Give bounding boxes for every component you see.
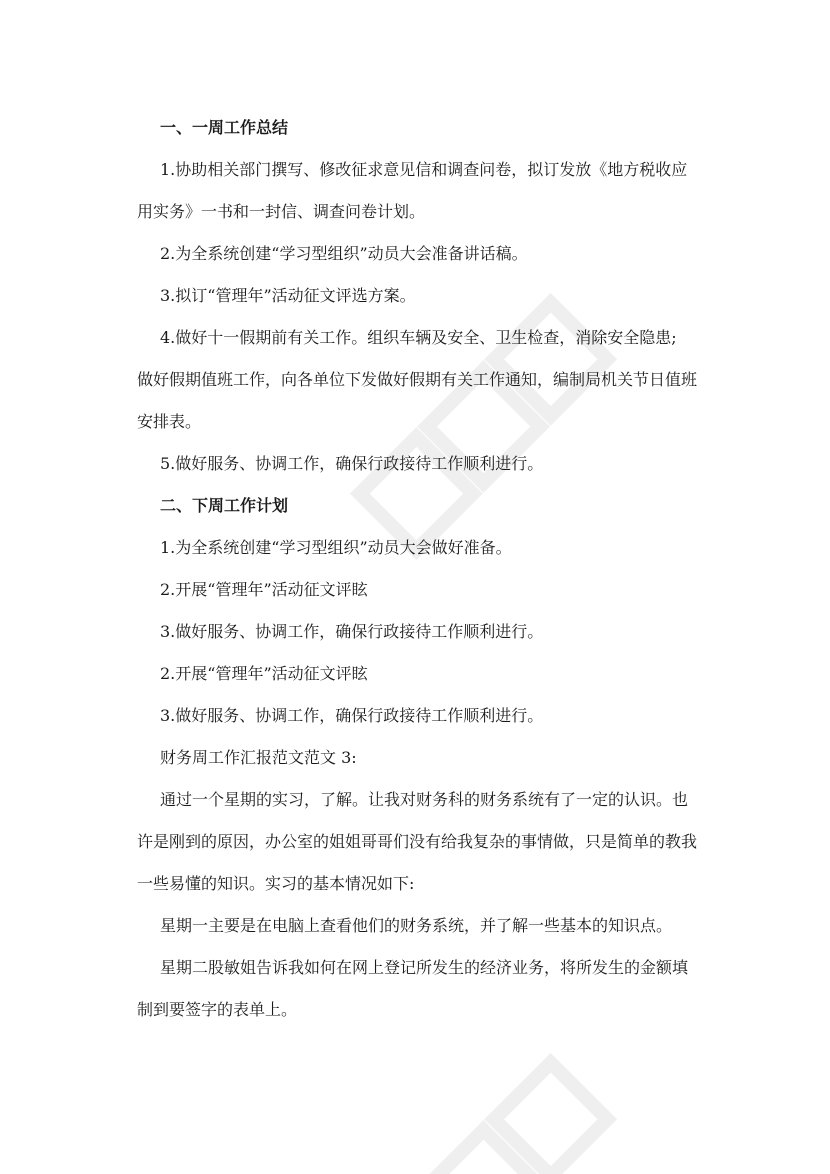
summary-item-5: 5.做好服务、协调工作，确保行政接待工作顺利进行。 bbox=[160, 454, 544, 473]
internship-paragraph-line-3: 一些易懂的知识。实习的基本情况如下: bbox=[137, 874, 415, 893]
tuesday-paragraph-line-2: 制到要签字的表单上。 bbox=[137, 1000, 298, 1019]
summary-item-1-line-1: 1.协助相关部门撰写、修改征求意见信和调查问卷，拟订发放《地方税收应 bbox=[160, 160, 688, 179]
monday-paragraph: 星期一主要是在电脑上查看他们的财务系统，并了解一些基本的知识点。 bbox=[160, 916, 673, 935]
summary-item-1-line-2: 用实务》一书和一封信、调查问卷计划。 bbox=[137, 202, 426, 221]
sample-3-title: 财务周工作汇报范文范文 3: bbox=[160, 748, 357, 767]
summary-item-4-line-2: 做好假期值班工作，向各单位下发做好假期有关工作通知，编制局机关节日值班 bbox=[137, 370, 698, 389]
plan-item-2: 2.开展“管理年”活动征文评眩 bbox=[160, 580, 368, 599]
plan-item-5: 3.做好服务、协调工作，确保行政接待工作顺利进行。 bbox=[160, 706, 544, 725]
internship-paragraph-line-1: 通过一个星期的实习，了解。让我对财务科的财务系统有了一定的认识。也 bbox=[160, 790, 689, 809]
document-body bbox=[137, 107, 720, 1031]
plan-item-3: 3.做好服务、协调工作，确保行政接待工作顺利进行。 bbox=[160, 622, 544, 641]
section-heading-next-week-plan: 二、下周工作计划 bbox=[160, 496, 289, 515]
summary-item-3: 3.拟订“管理年”活动征文评选方案。 bbox=[160, 286, 416, 305]
summary-item-4-line-3: 安排表。 bbox=[137, 412, 202, 431]
summary-item-2: 2.为全系统创建“学习型组织”动员大会准备讲话稿。 bbox=[160, 244, 528, 263]
section-heading-weekly-summary: 一、一周工作总结 bbox=[160, 118, 289, 137]
plan-item-4: 2.开展“管理年”活动征文评眩 bbox=[160, 664, 368, 683]
plan-item-1: 1.为全系统创建“学习型组织”动员大会做好准备。 bbox=[160, 538, 512, 557]
tuesday-paragraph-line-1: 星期二股敏姐告诉我如何在网上登记所发生的经济业务，将所发生的金额填 bbox=[160, 958, 689, 977]
summary-item-4-line-1: 4.做好十一假期前有关工作。组织车辆及安全、卫生检查，消除安全隐患; bbox=[160, 328, 677, 347]
internship-paragraph-line-2: 许是刚到的原因，办公室的姐姐哥哥们没有给我复杂的事情做，只是简单的教我 bbox=[137, 832, 698, 851]
